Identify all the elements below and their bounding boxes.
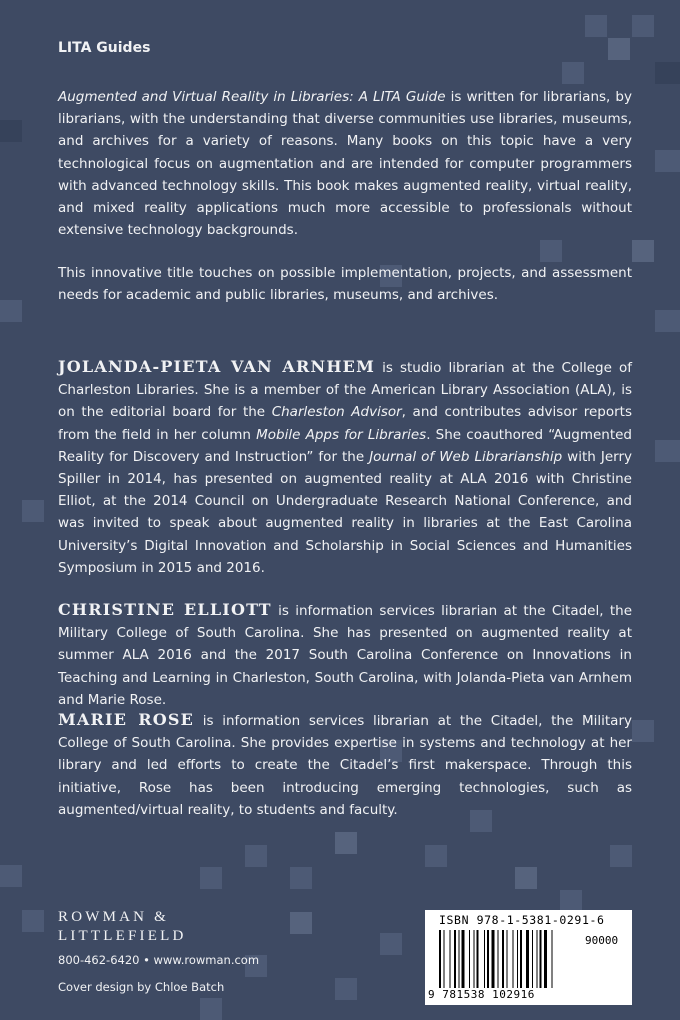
author-bio-3 <box>58 709 632 821</box>
intro-paragraph-1 <box>58 86 632 241</box>
bio-italic: Charleston Advisor <box>271 404 402 421</box>
barcode-bar <box>552 930 553 988</box>
cover-credit: Cover design by Chloe Batch <box>58 980 225 994</box>
publisher-line-1: ROWMAN & <box>58 909 170 925</box>
author-bio-2 <box>58 599 632 711</box>
ean-number: 9 781538 102916 <box>428 988 535 1001</box>
book-title: Augmented and Virtual Reality in Libraries: A LITA Guide <box>58 89 446 105</box>
publisher-line-2: LITTLEFIELD <box>58 928 187 944</box>
bio-text: is information services librarian at the Citadel, the Military College of South Carolina. She provides expertise in systems and technology at her library and led efforts to create the Citadel’s first makerspace. Through this initiative, Rose has been introducing emerging technologies, such as augmented/virtual reality, to students and faculty. <box>58 713 632 818</box>
barcode-bar <box>454 930 456 988</box>
barcode-bar <box>444 930 445 988</box>
barcode-bar <box>474 930 475 988</box>
barcode-bar <box>477 930 479 988</box>
author-name: MARIE ROSE <box>58 710 195 729</box>
barcode-bars <box>439 930 579 988</box>
barcode-bar <box>459 930 460 988</box>
intro-paragraph-2: This innovative title touches on possible implementation, projects, and assessment needs for academic and public libraries, museums, and archives. <box>58 265 632 304</box>
bio-text: is studio librarian at the College of Charleston Libraries. She is a member of the American Library Association (ALA), is on the editorial board for the <box>58 360 632 421</box>
author-name: CHRISTINE ELLIOTT <box>58 600 272 619</box>
bio-text: is information services librarian at the Citadel, the Military College of South Carolina. She has presented on augmented reality at summer ALA 2016 and the 2017 South Carolina Conference on Innovations in Teaching and Learning in Charleston, South Carolina, with Jolanda-Pieta van Arnhem and Marie Rose. <box>58 603 632 708</box>
isbn-label: ISBN 978-1-5381-0291-6 <box>439 913 605 927</box>
bio-text: with Jerry Spiller in 2014, has presented on augmented reality at ALA 2016 with Christine Elliot, at the 2014 Council on Undergraduate Research National Conference, and was invited to speak about augmented reality in libraries at the East Carolina University’s Digital Innovation and Scholarship in Social Sciences and Humanities Symposium in 2015 and 2016. <box>58 448 632 576</box>
series-label: LITA Guides <box>58 40 151 56</box>
barcode-bar <box>544 930 547 988</box>
barcode-bar <box>520 930 522 988</box>
bio-text: , and contributes advisor reports from the field in her column <box>58 404 632 443</box>
price-code: 90000 <box>585 934 619 947</box>
author-name: JOLANDA-PIETA VAN ARNHEM <box>58 357 375 376</box>
barcode-bar <box>469 930 470 988</box>
barcode-bar <box>439 930 441 988</box>
barcode-bar <box>532 930 533 988</box>
barcode-bar <box>517 930 518 988</box>
barcode-bar <box>492 930 495 988</box>
barcode-bar <box>540 930 542 988</box>
barcode-bar <box>462 930 465 988</box>
bio-italic: Journal of Web Librarianship <box>369 448 563 465</box>
barcode-bar <box>513 930 514 988</box>
bio-text: . She coauthored “Augmented Reality for Discovery and Instruction” for the <box>58 426 632 465</box>
barcode-bar <box>507 930 508 988</box>
barcode-box <box>425 910 632 1005</box>
barcode-bar <box>498 930 499 988</box>
barcode-bar <box>484 930 485 988</box>
bio-italic: Mobile Apps for Libraries <box>256 426 427 443</box>
publisher-contact: 800-462-6420 • www.rowman.com <box>58 953 260 967</box>
intro-text: is written for librarians, by librarians, with the understanding that diverse communities use libraries, museums, and archives for a variety of reasons. Many books on this topic have a very technological focus on augmentation and are intended for computer programmers with advanced technology skills. This book makes augmented reality, virtual reality, and mixed reality applications much more accessible to professionals without extensive technology backgrounds. <box>58 89 632 239</box>
author-bio-1 <box>58 356 632 579</box>
barcode-bar <box>502 930 504 988</box>
publisher-logo <box>58 908 187 946</box>
barcode-bar <box>450 930 451 988</box>
barcode-bar <box>487 930 489 988</box>
barcode-bar <box>526 930 529 988</box>
barcode-bar <box>537 930 538 988</box>
